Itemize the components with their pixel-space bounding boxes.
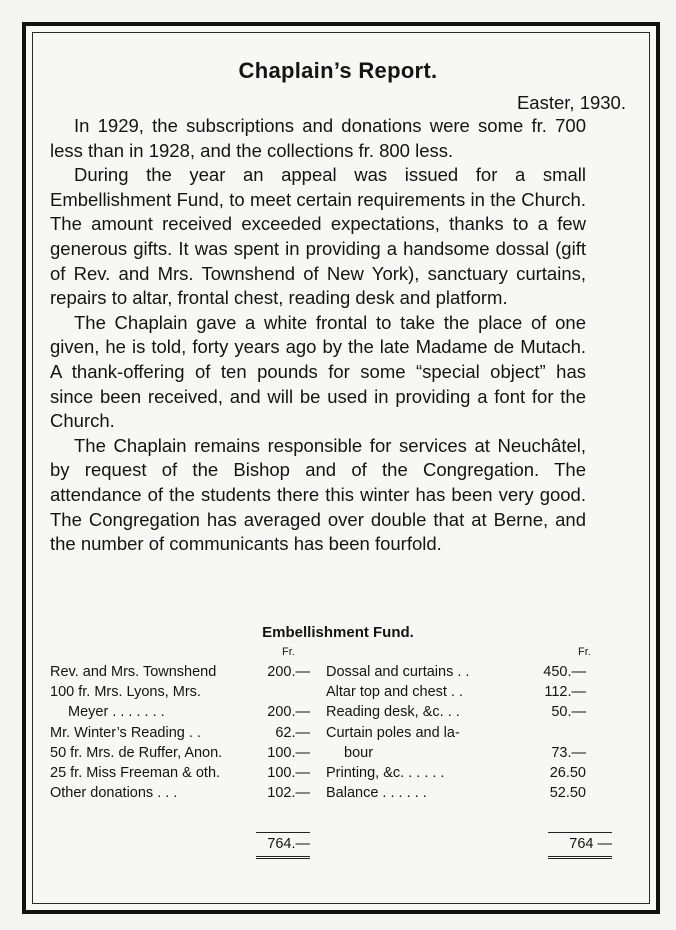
expenditure-column bbox=[326, 662, 586, 803]
receipt-row bbox=[50, 743, 310, 763]
receipts-currency-header: Fr. bbox=[282, 646, 295, 658]
fund-title: Embellishment Fund. bbox=[262, 624, 414, 641]
expense-row bbox=[326, 743, 586, 763]
receipt-row bbox=[50, 723, 310, 743]
receipts-sum-rule bbox=[256, 832, 310, 833]
receipt-amount: 200.— bbox=[267, 664, 310, 680]
receipt-row bbox=[50, 662, 310, 682]
receipt-amount: 62.— bbox=[275, 724, 310, 741]
receipt-amount: 102.— bbox=[267, 785, 310, 802]
receipt-amount: 100.— bbox=[267, 764, 310, 781]
expense-label: Altar top and chest . . bbox=[326, 684, 464, 701]
receipt-amount: 100.— bbox=[267, 744, 310, 761]
expense-label: Curtain poles and la- bbox=[326, 724, 460, 741]
expense-row bbox=[326, 662, 586, 682]
expense-amount: 112.— bbox=[544, 684, 586, 701]
receipt-label: Rev. and Mrs. Townshend bbox=[50, 664, 217, 680]
expense-label: Balance . . . . . . bbox=[326, 785, 427, 802]
expense-amount: 26.50 bbox=[549, 764, 586, 781]
expenditure-currency-header: Fr. bbox=[578, 646, 591, 658]
receipt-label: Other donations . . . bbox=[50, 785, 178, 802]
expenditure-total-rule bbox=[548, 856, 612, 859]
expenditure-sum-rule bbox=[548, 832, 612, 833]
receipt-row bbox=[50, 763, 310, 783]
expense-label: bour bbox=[344, 744, 374, 761]
expense-row bbox=[326, 723, 586, 743]
expense-row bbox=[326, 783, 586, 803]
receipt-row bbox=[50, 702, 310, 722]
receipts-total-rule bbox=[256, 856, 310, 859]
expenditure-total: 764 — bbox=[569, 836, 612, 852]
expense-row bbox=[326, 763, 586, 783]
expense-label: Dossal and curtains . . bbox=[326, 664, 470, 680]
expense-amount: 52.50 bbox=[549, 785, 586, 802]
expense-amount: 450.— bbox=[543, 664, 586, 680]
paragraph-1: In 1929, the subscriptions and donations were some fr. 700 less than in 1928, and the collections fr. 800 less. bbox=[50, 115, 586, 161]
receipt-label: Mr. Winter’s Reading . . bbox=[50, 724, 201, 741]
receipt-amount: 200.— bbox=[267, 704, 310, 721]
receipts-column bbox=[50, 662, 310, 803]
paragraph-2: During the year an appeal was issued for a small Embellishment Fund, to meet certain requirements in the Church. The amount received exceeded expectations, thanks to a few generous gifts. It was spent in providing a handsome dossal (gift of Rev. and Mrs. Townshend of New York), sanctuary curtains, repairs to altar, frontal chest, reading desk and platform. bbox=[50, 164, 586, 309]
receipt-label: 50 fr. Mrs. de Ruffer, Anon. bbox=[50, 744, 223, 761]
receipt-label: 25 fr. Miss Freeman & oth. bbox=[50, 764, 221, 781]
expense-row bbox=[326, 702, 586, 722]
expense-row bbox=[326, 682, 586, 702]
receipt-row bbox=[50, 682, 310, 702]
receipts-total: 764.— bbox=[267, 836, 310, 852]
receipt-label: 100 fr. Mrs. Lyons, Mrs. bbox=[50, 684, 201, 701]
report-title: Chaplain’s Report. bbox=[238, 58, 438, 83]
paragraph-4: The Chaplain remains responsible for services at Neuchâtel, by request of the Bishop and of the Congregation. The attendance of the students there this winter has been very good. The Congregation has averaged over double that at Berne, and the number of communicants has been fourfold. bbox=[50, 434, 586, 555]
expense-label: Printing, &c. . . . . . bbox=[326, 764, 445, 781]
expense-label: Reading desk, &c. . . bbox=[326, 704, 460, 721]
expense-amount: 73.— bbox=[551, 744, 586, 761]
paragraph-3: The Chaplain gave a white frontal to take the place of one given, he is told, forty years ago by the late Madame de Mutach. A thank-offering of ten pounds for some “special object” has since been received, and will be used in providing a font for the Church. bbox=[50, 311, 586, 432]
report-body bbox=[50, 114, 586, 557]
receipt-row bbox=[50, 783, 310, 803]
expense-amount: 50.— bbox=[551, 704, 586, 721]
receipt-label: Meyer . . . . . . . bbox=[68, 704, 165, 721]
dateline: Easter, 1930. bbox=[516, 92, 626, 113]
